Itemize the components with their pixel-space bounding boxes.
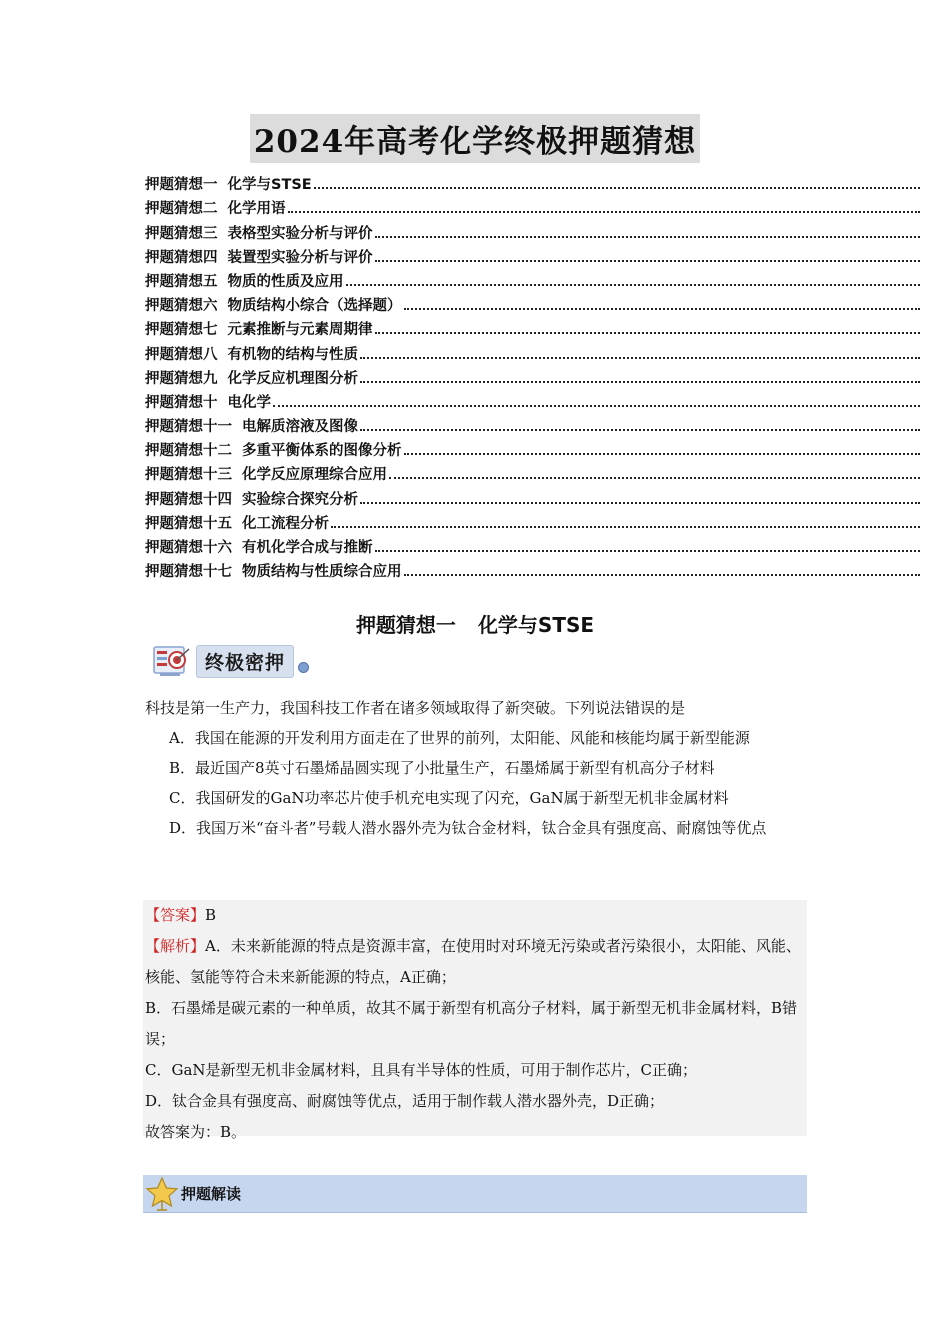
analysis-line-c: C．GaN是新型无机非金属材料，且具有半导体的性质，可用于制作芯片，C正确； — [145, 1061, 698, 1079]
toc-item-label: 押题猜想四 — [145, 249, 218, 266]
toc-item-topic: 化工流程分析 — [242, 515, 329, 532]
toc-leader-dots — [346, 283, 921, 286]
toc-item-topic: 化学反应机理图分析 — [227, 370, 358, 387]
section-title — [0, 609, 950, 638]
toc-item[interactable] — [145, 218, 920, 242]
toc-item-label: 押题猜想十六 — [145, 540, 232, 556]
toc-leader-dots — [375, 235, 921, 238]
toc-item[interactable] — [145, 533, 920, 557]
analysis-line-d: D．钛合金具有强度高、耐腐蚀等优点，适用于制作载人潜水器外壳，D正确； — [145, 1092, 665, 1110]
answer-line — [145, 900, 805, 931]
interpretation-label: 押题解读 — [181, 1185, 242, 1203]
toc-item[interactable] — [145, 339, 920, 363]
toc-item-label: 押题猜想八 — [145, 346, 218, 363]
toc-item-label: 押题猜想十三 — [145, 467, 232, 484]
option-a: A．我国在能源的开发利用方面走在了世界的前列，太阳能、风能和核能均属于新型能源 — [169, 729, 750, 747]
toc-item[interactable] — [145, 364, 920, 388]
section-label: 押题猜想一 — [355, 613, 456, 637]
toc-item[interactable] — [145, 315, 920, 339]
toc-leader-dots — [375, 259, 921, 262]
toc-leader-dots — [404, 452, 921, 455]
toc-item-topic: 有机化学合成与推断 — [242, 540, 373, 556]
final-prediction-badge — [152, 643, 309, 679]
toc-item[interactable] — [145, 388, 920, 412]
toc-leader-dots — [389, 476, 920, 479]
toc-item[interactable] — [145, 557, 920, 581]
toc-item[interactable] — [145, 243, 920, 267]
toc-item[interactable] — [145, 170, 920, 194]
analysis-line-b: B．石墨烯是碳元素的一种单质，故其不属于新型有机高分子材料，属于新型无机非金属材料，B错误； — [145, 999, 798, 1048]
toc-item-topic: 表格型实验分析与评价 — [227, 225, 373, 242]
toc-item-label: 押题猜想十七 — [145, 564, 232, 581]
star-icon — [145, 1176, 179, 1212]
interpretation-bar — [143, 1175, 807, 1213]
toc-leader-dots — [288, 210, 921, 213]
toc-leader-dots — [360, 428, 920, 431]
toc-leader-dots — [404, 573, 921, 576]
answer-box — [143, 900, 807, 1141]
analysis-tag: 【解析】 — [145, 937, 206, 955]
toc-item-label: 押题猜想一 — [145, 177, 218, 194]
toc-leader-dots — [360, 380, 920, 383]
toc-item-label: 押题猜想十五 — [145, 515, 232, 532]
table-of-contents — [145, 170, 920, 581]
toc-item[interactable] — [145, 412, 920, 436]
toc-leader-dots — [375, 549, 921, 552]
toc-item[interactable] — [145, 436, 920, 460]
toc-item-topic: 装置型实验分析与评价 — [227, 249, 373, 266]
toc-item-topic: 元素推断与元素周期律 — [227, 322, 373, 339]
toc-item-topic: 化学用语 — [227, 201, 286, 218]
toc-leader-dots — [314, 186, 920, 189]
toc-item[interactable] — [145, 509, 920, 533]
badge-label: 终极密押 — [196, 645, 294, 678]
toc-item-topic: 多重平衡体系的图像分析 — [242, 443, 402, 460]
toc-item[interactable] — [145, 484, 920, 508]
toc-item-topic: 电解质溶液及图像 — [242, 419, 358, 436]
question-stem: 科技是第一生产力，我国科技工作者在诸多领域取得了新突破。下列说法错误的是 — [145, 699, 686, 717]
toc-leader-dots — [360, 501, 920, 504]
toc-item-topic: 化学与STSE — [227, 177, 312, 194]
toc-item-topic: 物质结构小综合（选择题） — [227, 298, 402, 315]
answer-value: B — [205, 906, 217, 924]
toc-item-label: 押题猜想六 — [145, 298, 218, 315]
toc-item-topic: 电化学 — [227, 394, 271, 411]
toc-item[interactable] — [145, 194, 920, 218]
toc-item-label: 押题猜想三 — [145, 225, 218, 242]
toc-leader-dots — [331, 525, 920, 528]
toc-leader-dots — [404, 307, 921, 310]
section-topic: 化学与STSE — [477, 613, 595, 637]
question — [145, 693, 807, 843]
target-chart-icon — [152, 643, 192, 679]
toc-item-label: 押题猜想二 — [145, 201, 218, 218]
answer-tag: 【答案】 — [145, 906, 206, 924]
toc-leader-dots — [273, 404, 920, 407]
toc-item-topic: 实验综合探究分析 — [242, 491, 358, 508]
toc-item[interactable] — [145, 291, 920, 315]
option-c: C．我国研发的GaN功率芯片使手机充电实现了闪充，GaN属于新型无机非金属材料 — [169, 789, 729, 807]
option-d: D．我国万米“奋斗者”号载人潜水器外壳为钛合金材料，钛合金具有强度高、耐腐蚀等优点 — [169, 819, 767, 837]
toc-leader-dots — [375, 331, 921, 334]
toc-leader-dots — [360, 356, 920, 359]
toc-item-label: 押题猜想九 — [145, 370, 218, 387]
toc-item-topic: 化学反应原理综合应用 — [242, 467, 387, 484]
toc-item-label: 押题猜想五 — [145, 273, 218, 290]
toc-item-label: 押题猜想七 — [145, 322, 218, 339]
toc-item-label: 押题猜想十一 — [145, 419, 232, 436]
toc-item-topic: 物质的性质及应用 — [227, 273, 344, 290]
toc-item[interactable] — [145, 267, 920, 291]
analysis-conclusion: 故答案为：B。 — [145, 1123, 247, 1141]
toc-item[interactable] — [145, 460, 920, 484]
option-b: B．最近国产8英寸石墨烯晶圆实现了小批量生产，石墨烯属于新型有机高分子材料 — [169, 759, 715, 777]
toc-item-label: 押题猜想十 — [145, 394, 218, 411]
page-title: 2024年高考化学终极押题猜想 — [250, 114, 700, 163]
title-wrap — [0, 114, 950, 163]
toc-item-topic: 物质结构与性质综合应用 — [242, 564, 402, 581]
toc-item-topic: 有机物的结构与性质 — [227, 346, 358, 363]
analysis-line-a — [145, 931, 805, 993]
toc-item-label: 押题猜想十四 — [145, 491, 232, 508]
badge-dot — [298, 662, 309, 673]
analysis-text-a: A．未来新能源的特点是资源丰富，在使用时对环境无污染或者污染很小，太阳能、风能、核能、氢能等符合未来新能源的特点，A正确； — [145, 937, 801, 986]
toc-item-label: 押题猜想十二 — [145, 443, 232, 460]
